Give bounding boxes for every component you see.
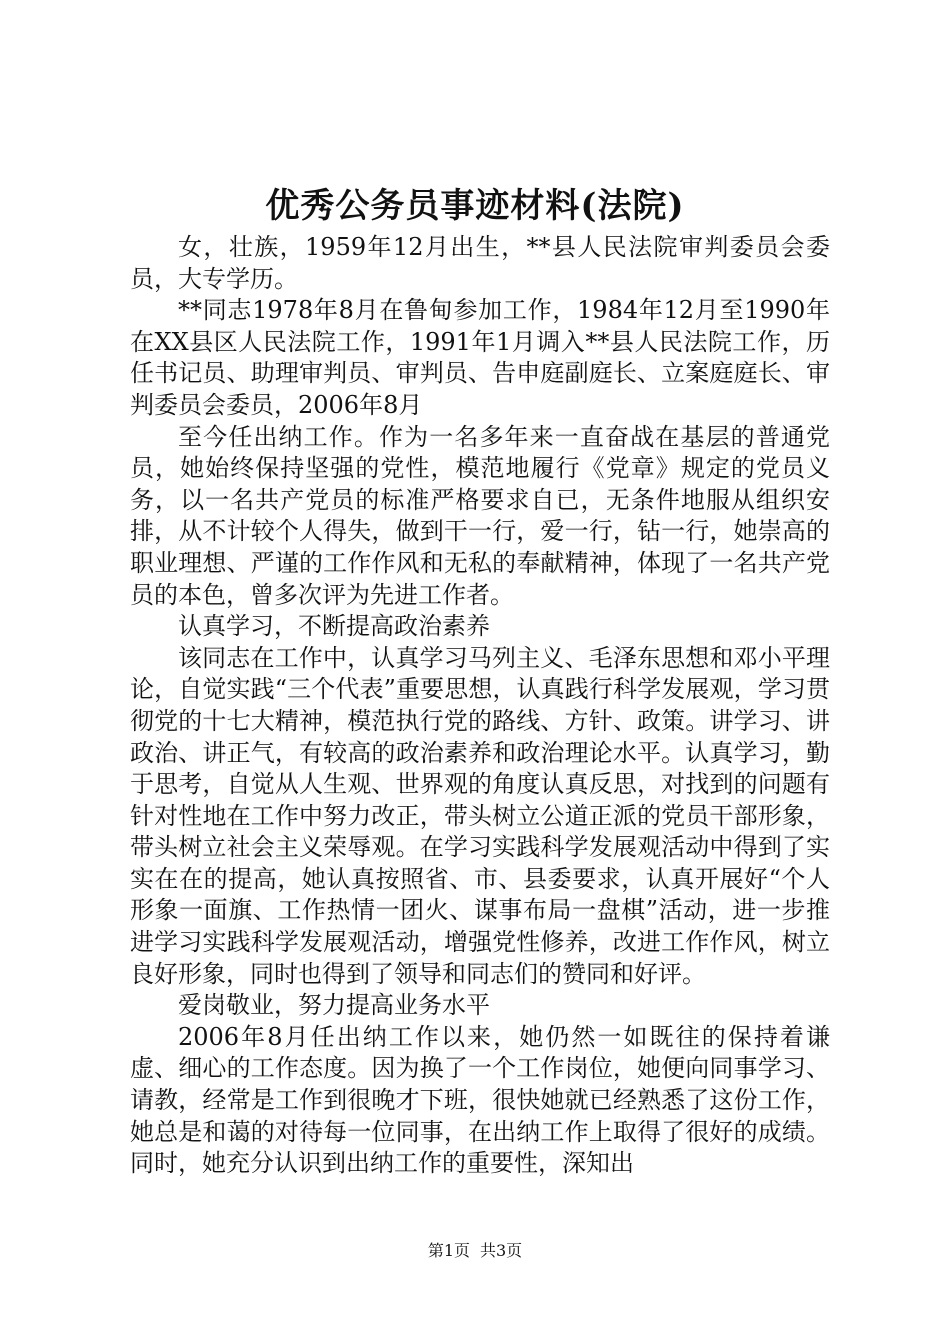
page-footer: [0, 1241, 950, 1261]
document-body: [130, 232, 830, 1180]
paragraph-intro: 女，壮族，1959年12月出生，**县人民法院审判委员会委员，大专学历。: [130, 233, 830, 293]
paragraph-dedication: 2006年8月任出纳工作以来，她仍然一如既往的保持着谦虚、细心的工作态度。因为换了一个工作岗位，她便向同事学习、请教，经常是工作到很晚才下班，很快她就已经熟悉了这份工作，她总是和蔼的对待每一位同事，在出纳工作上取得了很好的成绩。同时，她充分认识到出纳工作的重要性，深知出: [130, 1022, 830, 1178]
paragraph-study: 该同志在工作中，认真学习马列主义、毛泽东思想和邓小平理论，自觉实践“三个代表”重要思想，认真践行科学发展观，学习贯彻党的十七大精神，模范执行党的路线、方针、政策。讲学习、讲政治、讲正气，有较高的政治素养和政治理论水平。认真学习，勤于思考，自觉从人生观、世界观的角度认真反思，对找到的问题有针对性地在工作中努力改正，带头树立公道正派的党员干部形象，带头树立社会主义荣辱观。在学习实践科学发展观活动中得到了实实在在的提高，她认真按照省、市、县委要求，认真开展好“个人形象一面旗、工作热情一团火、谋事布局一盘棋”活动，进一步推进学习实践科学发展观活动，增强党性修养，改进工作作风，树立良好形象，同时也得到了领导和同志们的赞同和好评。: [130, 643, 830, 988]
section-heading-study: 认真学习，不断提高政治素养: [178, 612, 490, 641]
paragraph-current-role: 至今任出纳工作。作为一名多年来一直奋战在基层的普通党员，她始终保持坚强的党性，模范地履行《党章》规定的党员义务，以一名共产党员的标准严格要求自已，无条件地服从组织安排，从不计较个人得失，做到干一行，爱一行，钻一行，她崇高的职业理想、严谨的工作作风和无私的奉献精神，体现了一名共产党员的本色，曾多次评为先进工作者。: [130, 422, 830, 609]
page-number: 第1页: [427, 1241, 470, 1260]
page-total: 共3页: [480, 1241, 523, 1260]
paragraph-career: **同志1978年8月在鲁甸参加工作，1984年12月至1990年在XX县区人民法院工作，1991年1月调入**县人民法院工作，历任书记员、助理审判员、审判员、告申庭副庭长、立案庭庭长、审判委员会委员，2006年8月: [130, 296, 830, 419]
document-title: 优秀公务员事迹材料(法院): [265, 186, 685, 226]
section-heading-dedication: 爱岗敬业，努力提高业务水平: [178, 991, 490, 1020]
